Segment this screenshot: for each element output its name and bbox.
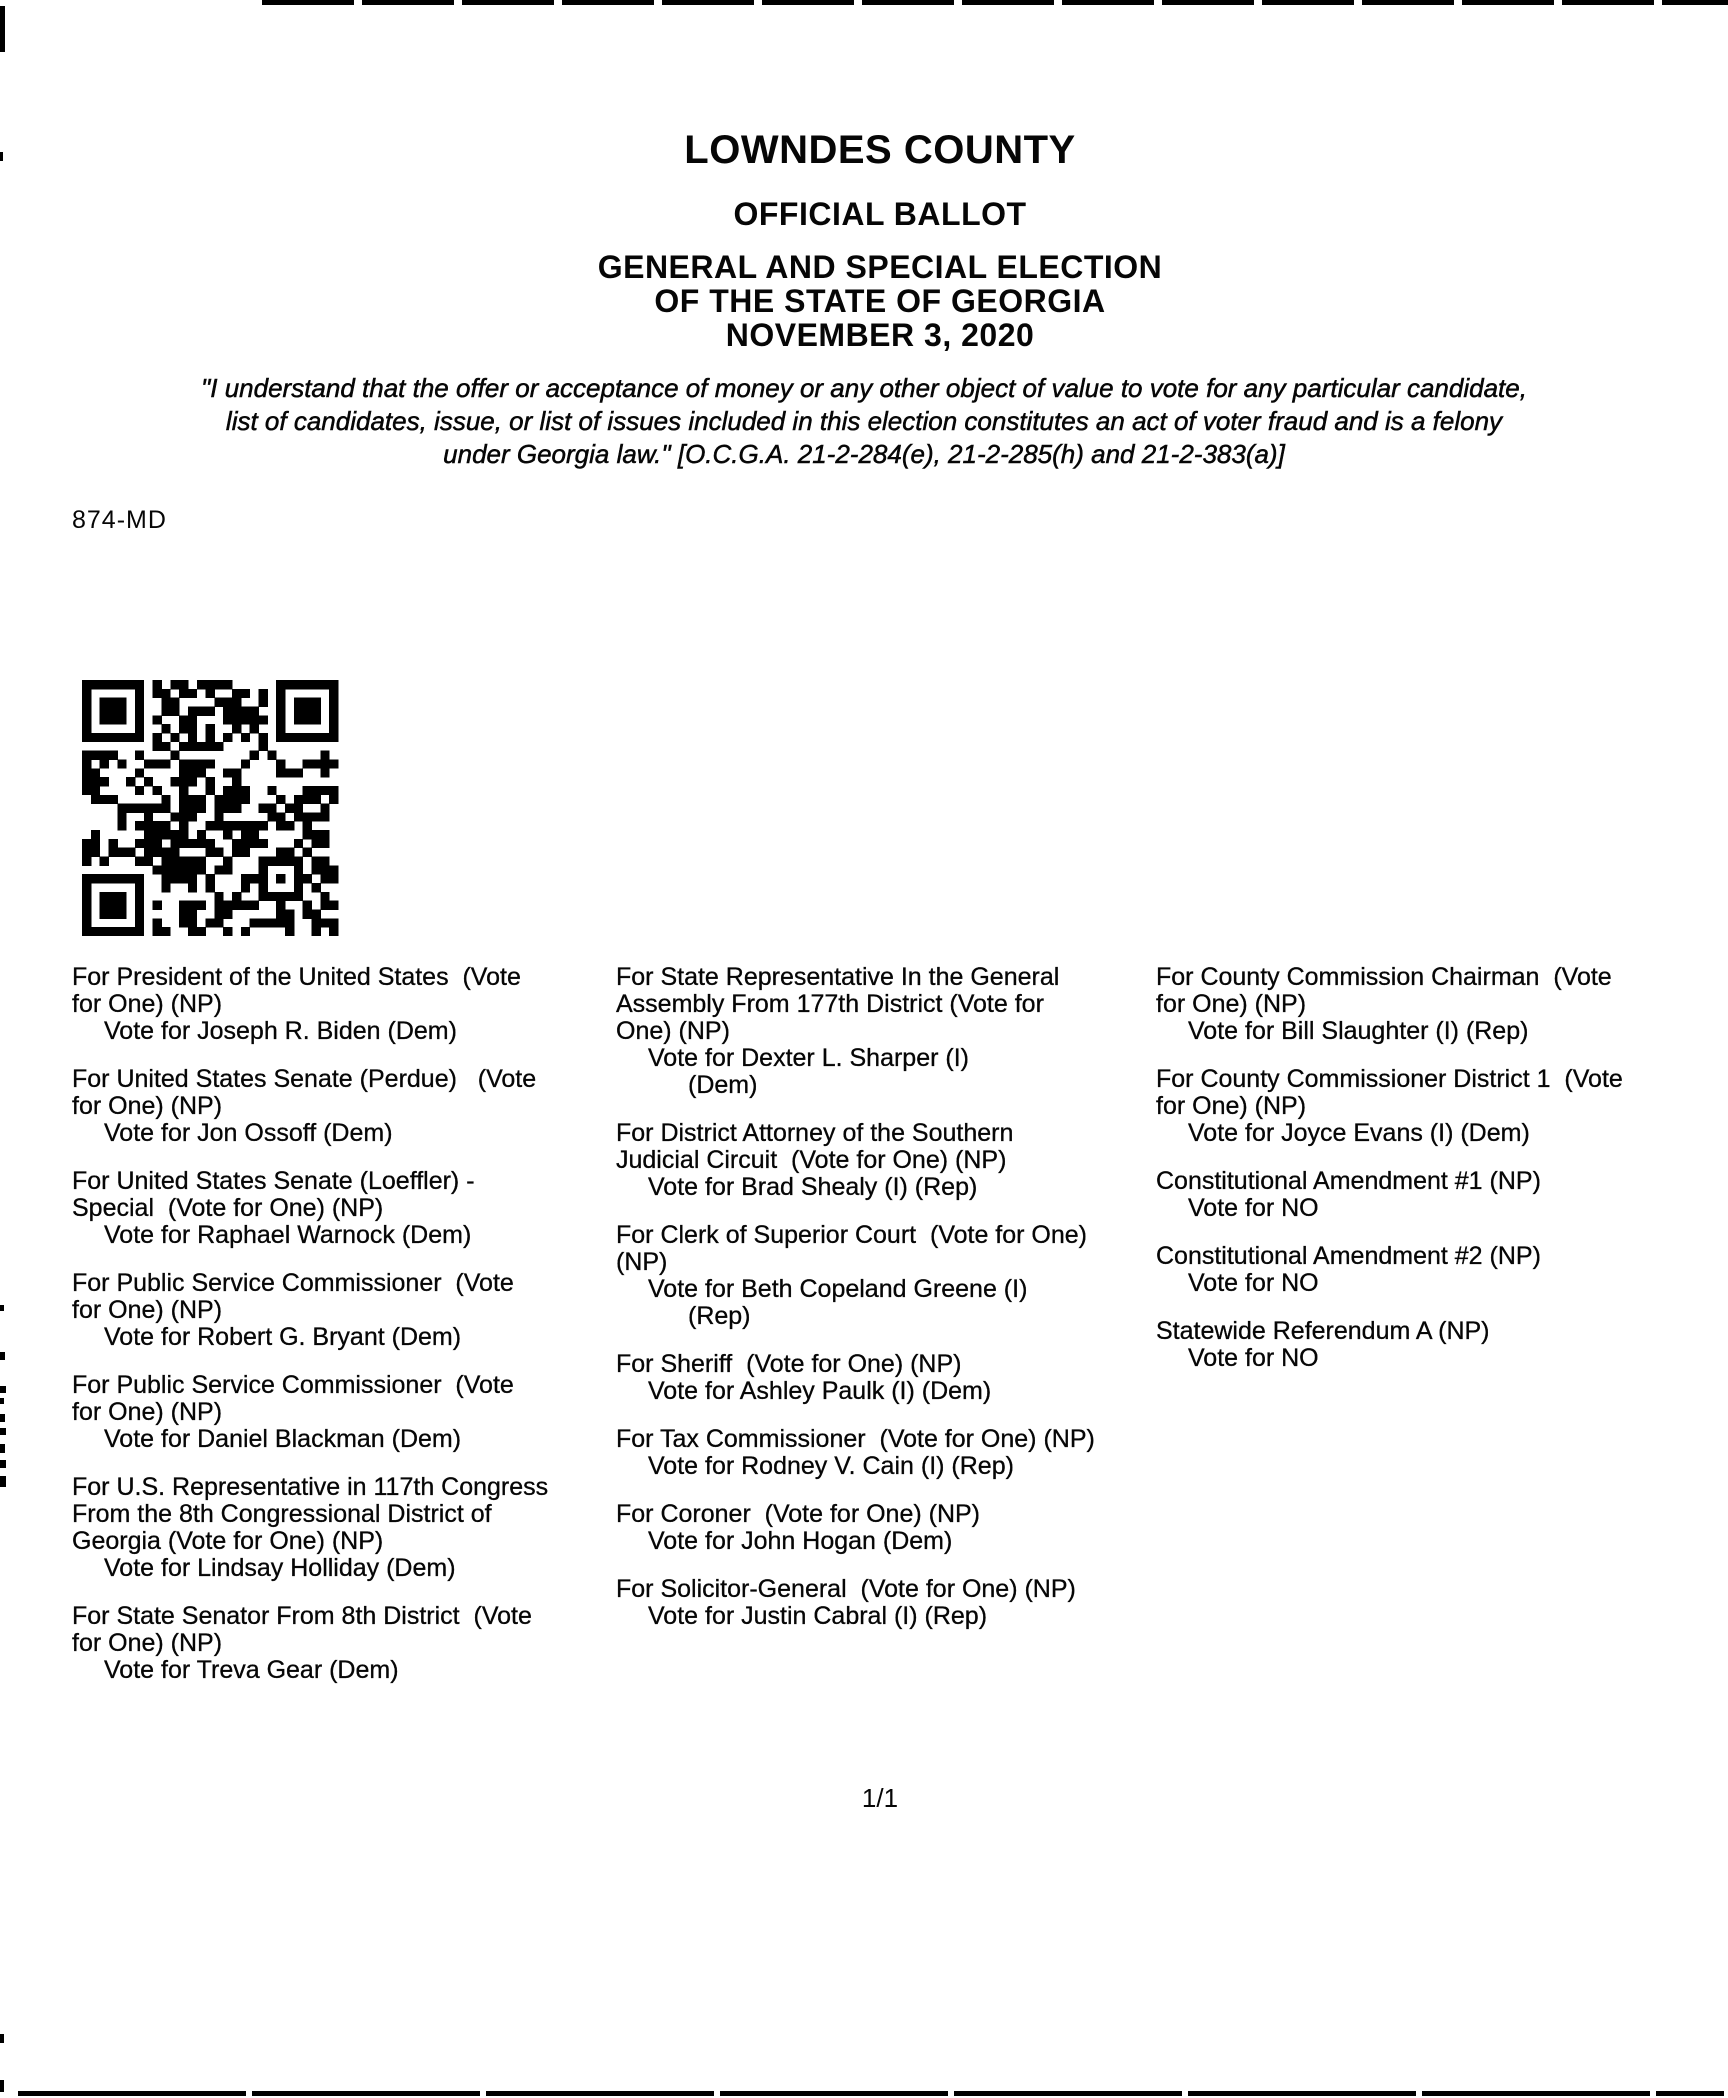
scan-artifact — [0, 1460, 6, 1468]
contest-block — [1156, 964, 1728, 1045]
disclaimer-line-1: "I understand that the offer or acceptance of money or any other object of value to vote for any particular candidate, — [201, 373, 1527, 403]
scan-artifact — [0, 1428, 6, 1435]
disclaimer-line-3: under Georgia law." [O.C.G.A. 21-2-284(e), 21-2-285(h) and 21-2-383(a)] — [443, 439, 1285, 469]
contest-title-line: (NP) — [616, 1248, 668, 1276]
contest-title-line: For District Attorney of the Southern — [616, 1119, 1014, 1147]
scan-artifact — [0, 2080, 4, 2092]
vote-selection-line: Vote for Bill Slaughter (I) (Rep) — [1188, 1017, 1529, 1045]
contest-block — [72, 1372, 632, 1453]
contest-title-line: Constitutional Amendment #1 (NP) — [1156, 1167, 1541, 1195]
election-title — [16, 250, 1728, 352]
contest-title-line: For Solicitor-General (Vote for One) (NP) — [616, 1575, 1076, 1603]
contest-column-2 — [616, 964, 1152, 1651]
scan-artifact — [0, 6, 5, 52]
contest-block — [616, 964, 1152, 1099]
ballot-style-code: 874-MD — [72, 506, 167, 534]
scan-artifact — [0, 1398, 4, 1404]
contest-title-line: Special (Vote for One) (NP) — [72, 1194, 384, 1222]
contest-title-line: Judicial Circuit (Vote for One) (NP) — [616, 1146, 1007, 1174]
qr-code — [73, 680, 347, 936]
contest-title-line: One) (NP) — [616, 1017, 730, 1045]
scan-artifact — [0, 1352, 5, 1360]
contest-block — [616, 1426, 1152, 1480]
vote-selection-line: Vote for Joyce Evans (I) (Dem) — [1188, 1119, 1530, 1147]
contest-column-3 — [1156, 964, 1728, 1393]
contest-title-line: For Coroner (Vote for One) (NP) — [616, 1500, 981, 1528]
election-title-line-2: OF THE STATE OF GEORGIA — [654, 283, 1106, 319]
contest-block — [1156, 1066, 1728, 1147]
vote-selection-line: Vote for Joseph R. Biden (Dem) — [104, 1017, 457, 1045]
contest-title-line: For Sheriff (Vote for One) (NP) — [616, 1350, 962, 1378]
vote-selection-line: Vote for John Hogan (Dem) — [648, 1527, 953, 1555]
contest-title-line: For U.S. Representative in 117th Congress — [72, 1473, 549, 1501]
scan-artifact — [0, 1444, 5, 1453]
scan-artifact — [0, 2034, 4, 2043]
contest-block — [72, 1168, 632, 1249]
contest-title-line: Georgia (Vote for One) (NP) — [72, 1527, 384, 1555]
contest-title-line: For United States Senate (Perdue) (Vote — [72, 1065, 537, 1093]
vote-selection-line: Vote for NO — [1188, 1194, 1319, 1222]
scan-artifact — [0, 1476, 6, 1487]
contest-title-line: for One) (NP) — [72, 1092, 223, 1120]
contest-title-line: For Public Service Commissioner (Vote — [72, 1371, 514, 1399]
contest-block — [616, 1576, 1152, 1630]
vote-selection-line: Vote for Beth Copeland Greene (I) — [648, 1275, 1028, 1303]
vote-selection-line: (Dem) — [688, 1071, 758, 1099]
contest-title-line: for One) (NP) — [72, 1629, 223, 1657]
contest-title-line: For State Senator From 8th District (Vote — [72, 1602, 532, 1630]
contest-title-line: Assembly From 177th District (Vote for — [616, 990, 1044, 1018]
contest-block — [72, 1603, 632, 1684]
contest-title-line: For County Commissioner District 1 (Vote — [1156, 1065, 1623, 1093]
official-ballot-title: OFFICIAL BALLOT — [733, 196, 1027, 232]
contest-block — [616, 1351, 1152, 1405]
disclaimer-line-2: list of candidates, issue, or list of issues included in this election constitutes an act of voter fraud and is a felony — [225, 406, 1503, 436]
scan-artifact — [0, 152, 3, 161]
contest-block — [72, 964, 632, 1045]
contest-block — [616, 1501, 1152, 1555]
vote-selection-line: Vote for Jon Ossoff (Dem) — [104, 1119, 393, 1147]
contest-title-line: For United States Senate (Loeffler) - — [72, 1167, 475, 1195]
contest-title-line: For State Representative In the General — [616, 963, 1060, 991]
election-title-line-1: GENERAL AND SPECIAL ELECTION — [597, 249, 1163, 285]
page-number: 1/1 — [861, 1783, 899, 1813]
contest-title-line: Constitutional Amendment #2 (NP) — [1156, 1242, 1541, 1270]
voter-fraud-disclaimer — [0, 372, 1728, 471]
contest-title-line: Statewide Referendum A (NP) — [1156, 1317, 1490, 1345]
contest-title-line: for One) (NP) — [72, 1398, 223, 1426]
vote-selection-line: Vote for Lindsay Holliday (Dem) — [104, 1554, 456, 1582]
vote-selection-line: Vote for Justin Cabral (I) (Rep) — [648, 1602, 988, 1630]
contest-block — [72, 1066, 632, 1147]
contest-block — [72, 1270, 632, 1351]
contest-title-line: For Tax Commissioner (Vote for One) (NP) — [616, 1425, 1095, 1453]
contest-column-1 — [72, 964, 632, 1705]
contest-title-line: For Public Service Commissioner (Vote — [72, 1269, 514, 1297]
vote-selection-line: Vote for Robert G. Bryant (Dem) — [104, 1323, 462, 1351]
contest-block — [1156, 1168, 1728, 1222]
vote-selection-line: Vote for Daniel Blackman (Dem) — [104, 1425, 462, 1453]
vote-selection-line: Vote for Raphael Warnock (Dem) — [104, 1221, 472, 1249]
contest-title-line: From the 8th Congressional District of — [72, 1500, 492, 1528]
contest-block — [1156, 1243, 1728, 1297]
election-date: NOVEMBER 3, 2020 — [725, 317, 1035, 353]
contest-title-line: for One) (NP) — [72, 1296, 223, 1324]
contest-title-line: For President of the United States (Vote — [72, 963, 521, 991]
vote-selection-line: (Rep) — [688, 1302, 751, 1330]
vote-selection-line: Vote for Ashley Paulk (I) (Dem) — [648, 1377, 992, 1405]
vote-selection-line: Vote for NO — [1188, 1344, 1319, 1372]
scan-artifact — [0, 1305, 4, 1311]
scan-artifact-bottom-edge — [18, 2091, 1724, 2096]
county-title: LOWNDES COUNTY — [684, 128, 1076, 172]
contest-title-line: for One) (NP) — [1156, 990, 1307, 1018]
vote-selection-line: Vote for Dexter L. Sharper (I) — [648, 1044, 969, 1072]
contest-title-line: for One) (NP) — [72, 990, 223, 1018]
vote-selection-line: Vote for Rodney V. Cain (I) (Rep) — [648, 1452, 1014, 1480]
contest-block — [72, 1474, 632, 1582]
contest-title-line: for One) (NP) — [1156, 1092, 1307, 1120]
vote-selection-line: Vote for Brad Shealy (I) (Rep) — [648, 1173, 978, 1201]
contest-block — [616, 1120, 1152, 1201]
scan-artifact — [0, 1414, 5, 1422]
scan-artifact-top-edge — [262, 0, 1728, 5]
vote-selection-line: Vote for NO — [1188, 1269, 1319, 1297]
contest-block — [1156, 1318, 1728, 1372]
vote-selection-line: Vote for Treva Gear (Dem) — [104, 1656, 399, 1684]
contest-title-line: For Clerk of Superior Court (Vote for One) — [616, 1221, 1088, 1249]
contest-title-line: For County Commission Chairman (Vote — [1156, 963, 1612, 991]
contest-block — [616, 1222, 1152, 1330]
scan-artifact — [0, 1386, 6, 1393]
